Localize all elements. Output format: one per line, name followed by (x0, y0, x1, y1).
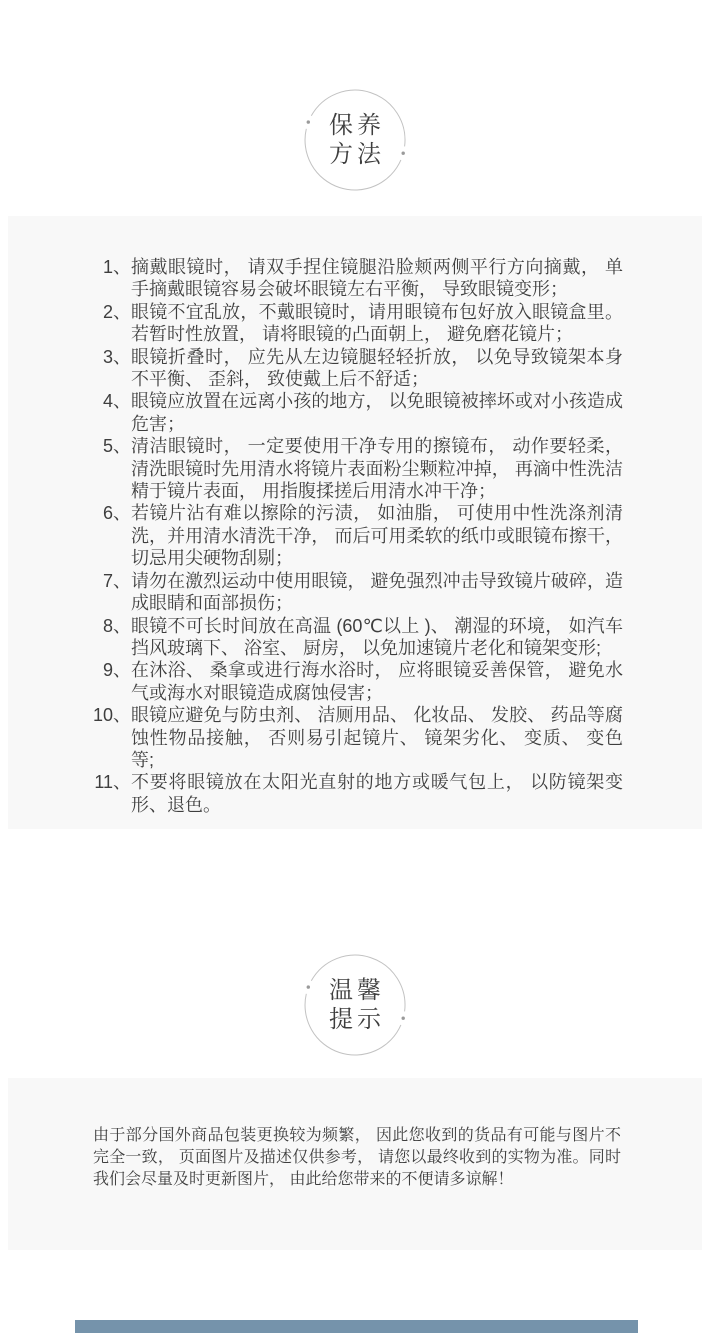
care-title-line1: 保养 (329, 112, 385, 139)
item-number: 11、 (94, 772, 131, 793)
list-item (87, 435, 632, 502)
item-number: 9、 (102, 660, 131, 681)
item-number: 5、 (102, 436, 131, 457)
tips-title-line2: 提示 (329, 1006, 385, 1033)
list-item (87, 346, 632, 391)
tips-section-title (300, 950, 410, 1060)
list-item (87, 659, 632, 704)
list-item (87, 615, 632, 660)
item-text: 眼镜不宜乱放，不戴眼镜时，请用眼镜布包好放入眼镜盒里。若暂时性放置， 请将眼镜的凸面朝上， 避免磨花镜片； (131, 301, 623, 345)
item-text: 不要将眼镜放在太阳光直射的地方或暖气包上， 以防镜架变形、退色。 (131, 772, 623, 815)
item-number: 7、 (102, 570, 131, 591)
item-text: 眼镜不可长时间放在高温 (60℃以上 )、 潮湿的环境， 如汽车挡风玻璃下、 浴室、 厨房， 以免加速镜片老化和镜架变形; (131, 615, 623, 658)
item-number: 2、 (102, 301, 131, 322)
item-number: 6、 (102, 503, 131, 524)
list-item (87, 771, 632, 816)
list-item (87, 502, 632, 569)
item-text: 眼镜折叠时， 应先从左边镜腿轻轻折放， 以免导致镜架本身不平衡、 歪斜， 致使戴上后不舒适； (131, 346, 623, 390)
item-text: 摘戴眼镜时， 请双手捏住镜腿沿脸颊两侧平行方向摘戴， 单手摘戴眼镜容易会破坏眼镜左右平衡， 导致眼镜变形； (131, 257, 623, 300)
item-text: 若镜片沾有难以擦除的污渍， 如油脂， 可使用中性洗涤剂清洗，并用清水清洗干净， 而后可用柔软的纸巾或眼镜布擦干， 切忌用尖硬物刮剔； (131, 503, 623, 569)
item-number: 8、 (102, 615, 131, 636)
item-number: 1、 (102, 257, 131, 277)
item-number: 4、 (102, 391, 131, 412)
tips-panel (8, 1078, 702, 1250)
item-text: 请勿在激烈运动中使用眼镜， 避免强烈冲击导致镜片破碎，造成眼睛和面部损伤； (131, 570, 623, 614)
item-text: 在沐浴、 桑拿或进行海水浴时， 应将眼镜妥善保管， 避免水气或海水对眼镜造成腐蚀侵害； (131, 660, 623, 703)
list-item (87, 256, 632, 301)
next-banner-sliver (75, 1320, 638, 1333)
list-item (87, 301, 632, 346)
care-panel (8, 216, 702, 829)
tips-title-line1: 温馨 (329, 977, 385, 1004)
care-section-title (300, 85, 410, 195)
care-section-badge (300, 85, 410, 195)
list-item (87, 390, 632, 435)
care-title-line2: 方法 (329, 141, 385, 168)
item-text: 眼镜应放置在远离小孩的地方， 以免眼镜被摔坏或对小孩造成危害； (131, 391, 623, 434)
list-item (87, 570, 632, 615)
item-number: 3、 (102, 346, 131, 367)
item-text: 清洁眼镜时， 一定要使用干净专用的擦镜布， 动作要轻柔，清洗眼镜时先用清水将镜片表面粉尘颗粒冲掉， 再滴中性洗洁精于镜片表面， 用指腹揉搓后用清水冲干净； (131, 436, 623, 502)
tips-section-badge (300, 950, 410, 1060)
list-item (87, 704, 632, 771)
disclaimer-note: 由于部分国外商品包装更换较为频繁， 因此您收到的货品有可能与图片不完全一致， 页面图片及描述仅供参考， 请您以最终收到的实物为准。同时我们会尽量及时更新图片， 由此给您带来的不便请多谅解！ (93, 1127, 621, 1188)
care-list (87, 256, 632, 816)
item-text: 眼镜应避免与防虫剂、 洁厕用品、 化妆品、 发胶、 药品等腐蚀性物品接触， 否则易引起镜片、 镜架劣化、 变质、 变色等; (131, 705, 623, 770)
item-number: 10、 (92, 705, 131, 726)
